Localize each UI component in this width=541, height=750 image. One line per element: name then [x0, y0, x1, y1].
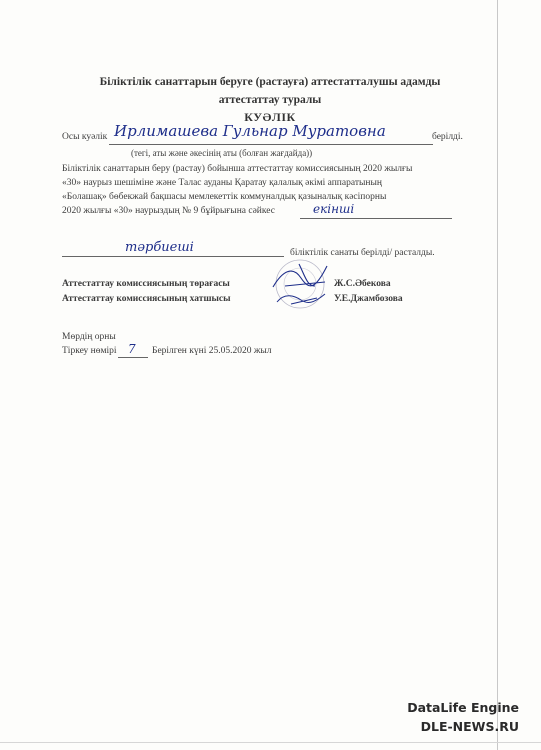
page-bottom-edge	[0, 742, 541, 743]
line1-suffix: берілді.	[432, 132, 463, 142]
watermark-line-2: DLE-NEWS.RU	[420, 719, 519, 734]
doc-title-kualik: КУӘЛІК	[244, 110, 296, 124]
recipient-name-handwritten: Ирлимашева Гульнар Муратовна	[114, 122, 386, 140]
line1-prefix: Осы куәлік	[62, 132, 108, 142]
name-caption: (тегі, аты және әкесінің аты (болған жағдайда))	[131, 148, 313, 158]
chair-name: Ж.С.Әбекова	[334, 279, 391, 289]
reg-number-underline	[118, 357, 148, 358]
secretary-label: Аттестаттау комиссиясының хатшысы	[62, 294, 231, 304]
position-underline	[62, 256, 284, 257]
seal-and-signatures	[255, 256, 345, 312]
doc-title-line-2: аттестаттау туралы	[218, 94, 322, 106]
body-line-7: біліктілік санаты берілді/ расталды.	[290, 248, 435, 258]
body-line-3: Біліктілік санаттарын беру (растау) бойынша аттестаттау комиссиясының 2020 жылғы	[62, 164, 413, 174]
doc-title-line-1: Біліктілік санаттарын беруге (растауға) аттестатталушы адамды	[99, 76, 441, 88]
body-line-6: 2020 жылғы «30» наурыздың № 9 бұйрығына сәйкес	[62, 206, 275, 216]
secretary-name: У.Е.Джамбозова	[334, 294, 403, 304]
name-underline	[109, 144, 433, 145]
chair-label: Аттестаттау комиссиясының төрағасы	[62, 279, 230, 289]
reg-number-label: Тіркеу нөмірі	[62, 346, 117, 356]
category-underline	[300, 218, 452, 219]
position-handwritten: тәрбиеші	[125, 240, 194, 255]
category-handwritten: екінші	[313, 202, 355, 216]
body-line-5: «Болашақ» бөбекжай бақшасы мемлекеттік коммуналдық қазыналық кәсіпорны	[62, 192, 387, 202]
seal-place-label: Мөрдің орны	[62, 332, 116, 342]
reg-number-handwritten: 7	[128, 342, 136, 356]
issue-date: Берілген күні 25.05.2020 жыл	[152, 346, 272, 356]
watermark-line-1: DataLife Engine	[407, 700, 519, 715]
chair-signature-icon	[273, 264, 327, 287]
body-line-4: «30» наурыз шешіміне және Талас ауданы Қаратау қалалық әкімі аппаратының	[62, 178, 382, 188]
